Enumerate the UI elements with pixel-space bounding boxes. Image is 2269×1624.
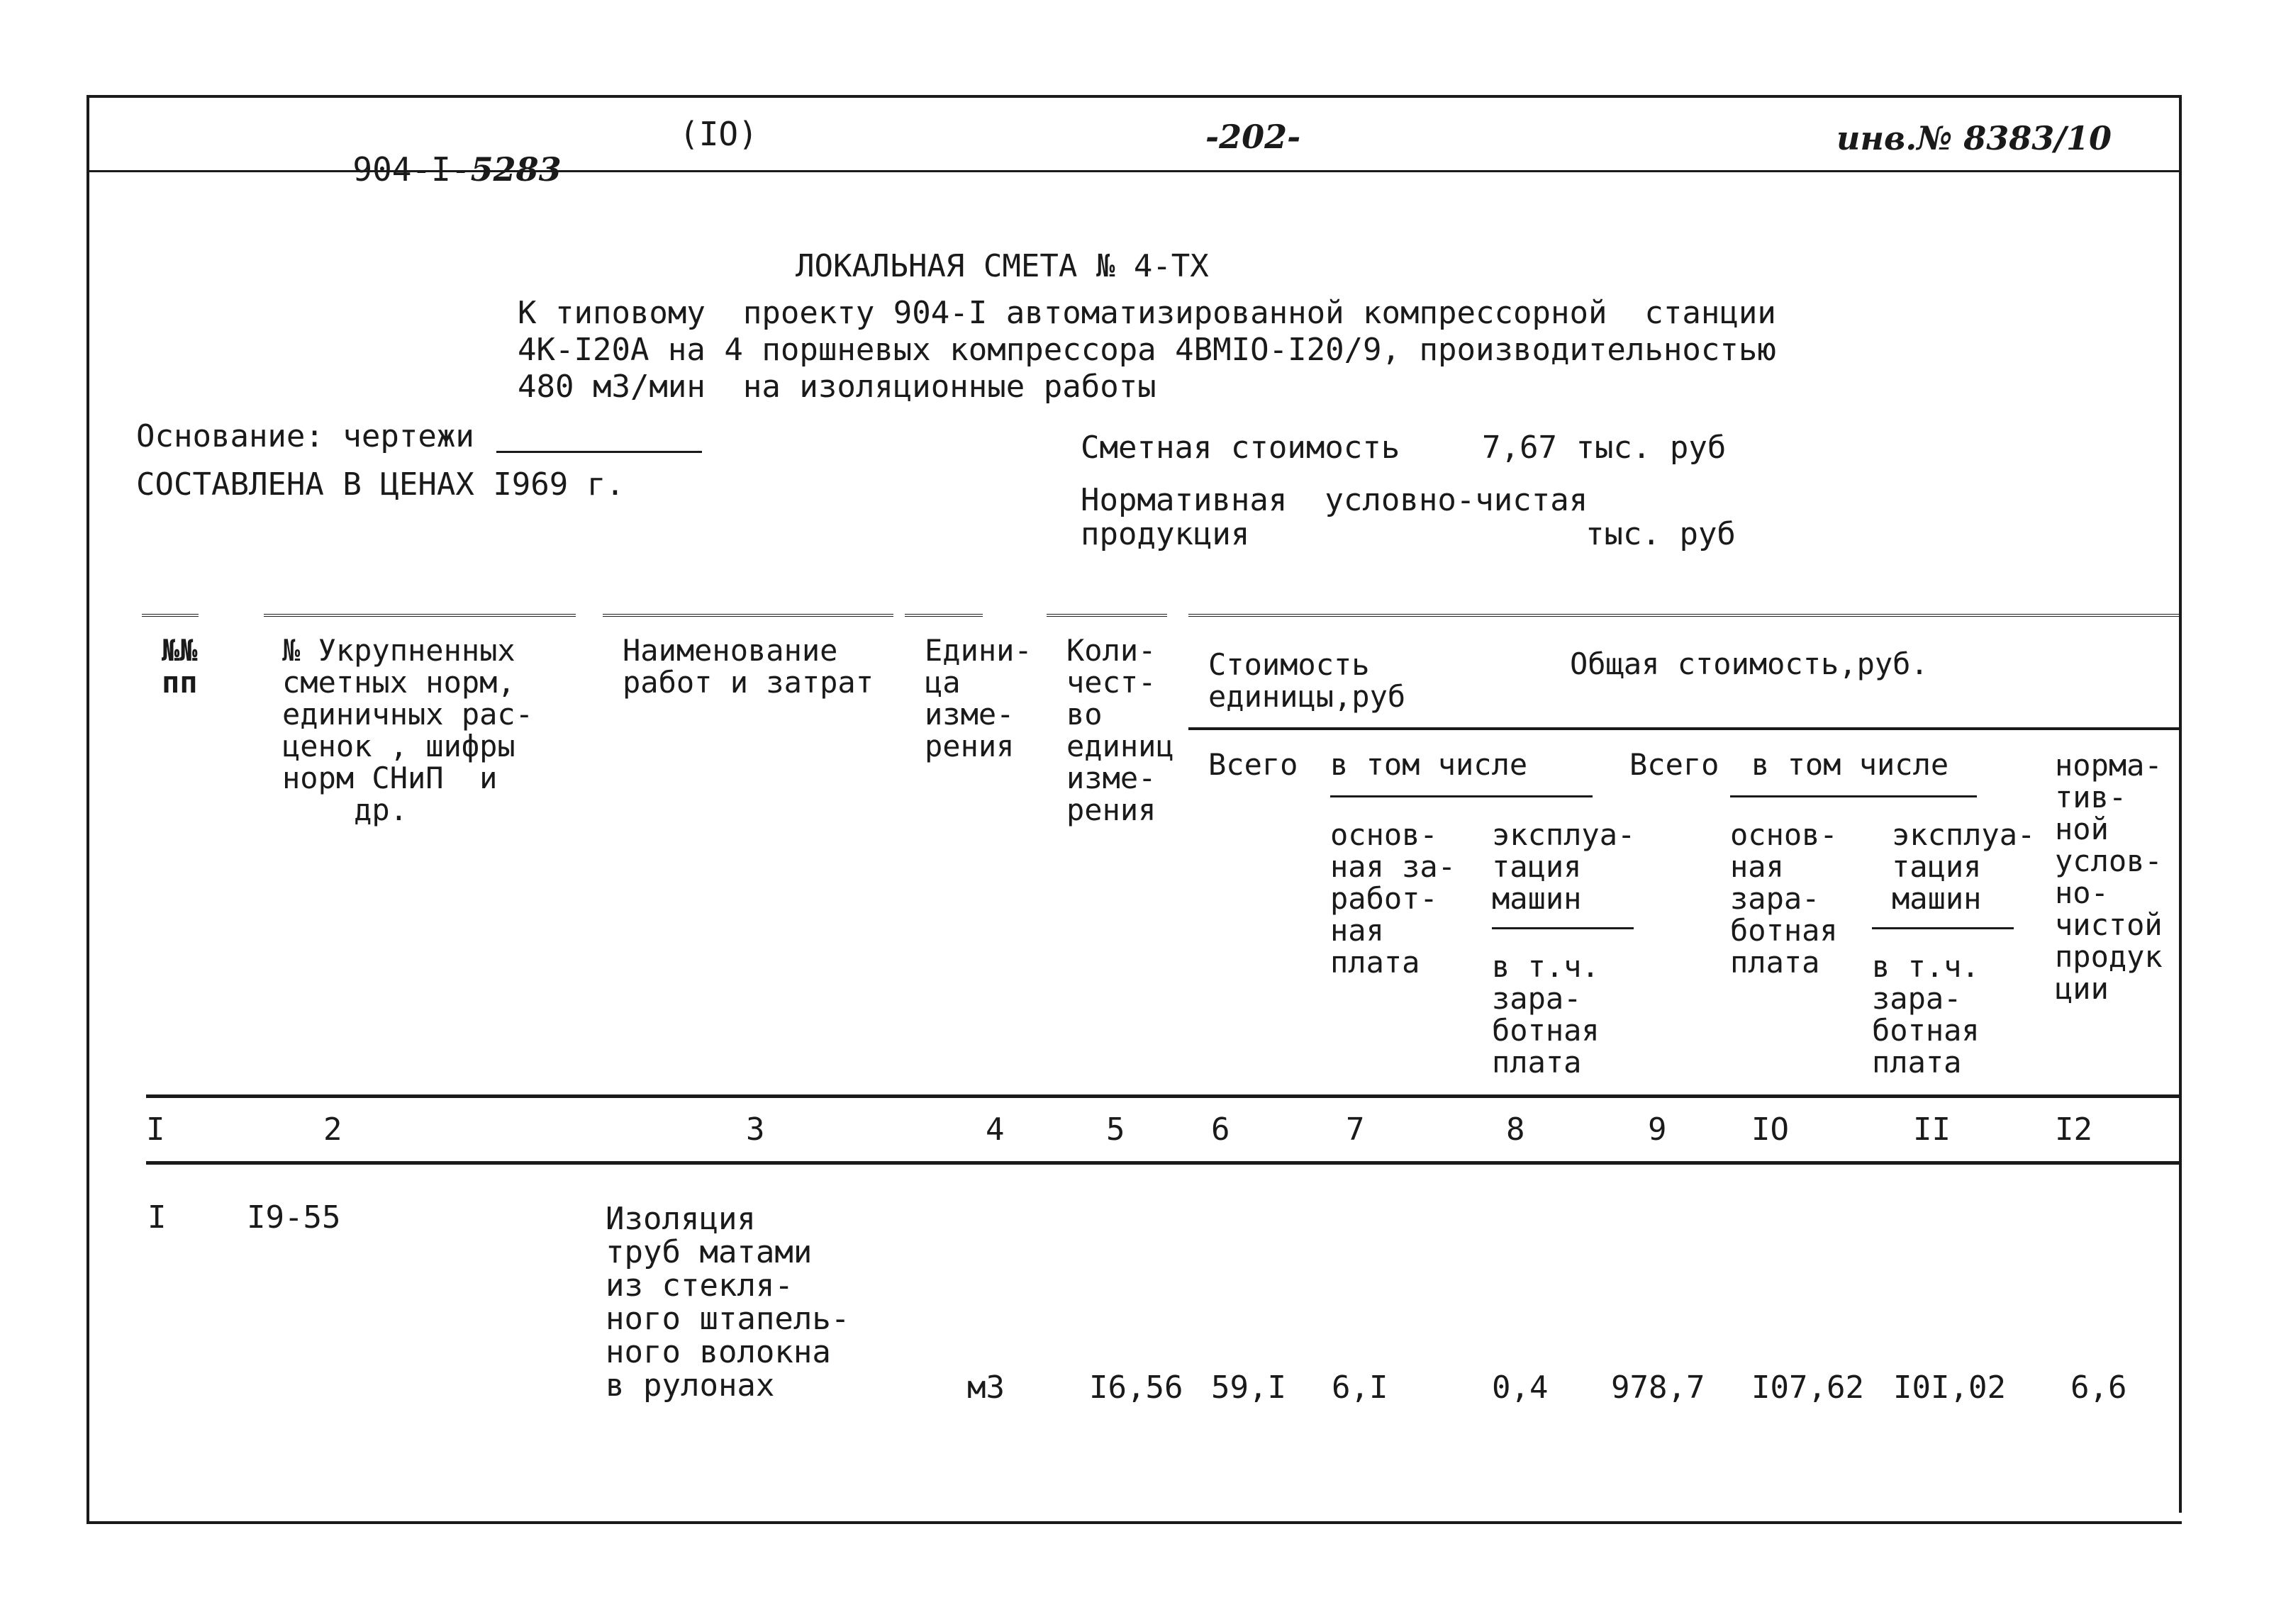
- basis-label: Основание: чертежи: [136, 418, 474, 454]
- document-title: ЛОКАЛЬНАЯ СМЕТА № 4-ТХ: [796, 248, 1209, 284]
- header-unit-cost: Стоимость единицы,руб: [1208, 647, 1406, 714]
- project-code: [313, 121, 562, 189]
- colnum-rule-top: [146, 1094, 2181, 1098]
- table-top-rule-4: [905, 614, 983, 617]
- header-rule-cost: [1188, 727, 2181, 730]
- row-unit-wage: 6,I: [1332, 1370, 1388, 1406]
- subtitle-line-3: 480 м3/мин на изоляционные работы: [518, 369, 1156, 405]
- frame-left: [87, 95, 89, 1524]
- col-number: 2: [323, 1111, 342, 1148]
- col-number: 7: [1346, 1111, 1365, 1148]
- header-incl-unit: в том числе: [1330, 747, 1528, 782]
- header-total-cost: Общая стоимость,руб.: [1570, 646, 1929, 681]
- header-rule-incl-total: [1730, 795, 1977, 797]
- frame-bottom: [87, 1521, 2182, 1524]
- col-number: 9: [1648, 1111, 1667, 1148]
- row-total-machines: I0I,02: [1893, 1370, 2006, 1406]
- subtitle-line-1: К типовому проекту 904-I автоматизированной компрессорной станции: [518, 295, 1776, 331]
- header-col-2: № Укрупненных сметных норм, единичных рас- ценок , шифры норм СНиП и др.: [282, 633, 534, 827]
- header-col-4: Едини- ца изме- рения: [925, 633, 1032, 763]
- inventory-number: инв.№ 8383/10: [1836, 119, 2112, 157]
- table-top-rule-2: [264, 614, 576, 617]
- header-col-3: Наименование работ и затрат: [623, 633, 874, 700]
- row-name: Изоляция труб матами из стекля- ного штапель- ного волокна в рулонах: [606, 1201, 850, 1404]
- estimated-cost-value: 7,67 тыс. руб: [1482, 430, 1727, 466]
- table-top-rule-6: [1188, 614, 2181, 617]
- header-vsego-unit: Всего: [1208, 747, 1298, 782]
- col-number: 5: [1106, 1111, 1125, 1148]
- row-unit: м3: [967, 1370, 1005, 1406]
- table-top-rule-1: [142, 614, 199, 617]
- normative-label-2: продукция: [1081, 516, 1250, 552]
- estimated-cost-label: Сметная стоимость: [1081, 430, 1400, 466]
- project-code-handwritten: 5283: [470, 150, 562, 189]
- col-number: I: [146, 1111, 165, 1148]
- header-col-8-sub: в т.ч. зара- ботная плата: [1492, 949, 1600, 1080]
- row-total-wage: I07,62: [1751, 1370, 1864, 1406]
- col-number: 4: [986, 1111, 1005, 1148]
- normative-unit: тыс. руб: [1585, 516, 1736, 552]
- table-top-rule-5: [1047, 614, 1167, 617]
- row-unit-total: 59,I: [1211, 1370, 1286, 1406]
- page-number: -202-: [1205, 118, 1301, 156]
- subtitle-line-2: 4К-I20А на 4 поршневых компрессора 4ВМIО-I20/9, производительностью: [518, 332, 1776, 368]
- header-col-11: эксплуа- тация машин: [1892, 817, 2036, 916]
- row-total: 978,7: [1611, 1370, 1705, 1406]
- col-number: 8: [1506, 1111, 1525, 1148]
- row-normative: 6,6: [2070, 1370, 2127, 1406]
- frame-right: [2179, 95, 2182, 1513]
- header-incl-total: в том числе: [1751, 747, 1949, 782]
- header-col-5: Коли- чест- во единиц изме- рения: [1066, 633, 1174, 827]
- header-rule-mach-total: [1872, 927, 2014, 929]
- header-col-10: основ- ная зара- ботная плата: [1730, 817, 1838, 980]
- row-quantity: I6,56: [1089, 1370, 1183, 1406]
- col-number: II: [1913, 1111, 1951, 1148]
- prices-label: СОСТАВЛЕНА В ЦЕНАХ I969 г.: [136, 466, 625, 503]
- sheet-number: (IO): [679, 115, 758, 153]
- header-rule-incl-unit: [1330, 795, 1593, 797]
- header-rule-mach-unit: [1492, 927, 1634, 929]
- header-col-12: норма- тив- ной услов- но- чистой продук ции: [2055, 748, 2163, 1006]
- col-number: I2: [2055, 1111, 2092, 1148]
- row-code: I9-55: [247, 1199, 341, 1236]
- row-unit-machines: 0,4: [1492, 1370, 1549, 1406]
- table-top-rule-3: [603, 614, 893, 617]
- project-code-printed: 904-I-: [352, 150, 471, 189]
- header-vsego-total: Всего: [1629, 747, 1719, 782]
- header-col-7: основ- ная за- работ- ная плата: [1330, 817, 1456, 980]
- col-number: IO: [1751, 1111, 1789, 1148]
- colnum-rule-bottom: [146, 1161, 2181, 1165]
- frame-top: [87, 95, 2182, 98]
- col-number: 3: [746, 1111, 765, 1148]
- header-col-1: №№ пп: [162, 633, 198, 700]
- basis-underline: [496, 451, 702, 453]
- col-number: 6: [1211, 1111, 1230, 1148]
- normative-label: Нормативная условно-чистая: [1081, 482, 1588, 518]
- row-number: I: [147, 1199, 167, 1236]
- header-col-8: эксплуа- тация машин: [1492, 817, 1636, 916]
- header-col-11-sub: в т.ч. зара- ботная плата: [1872, 949, 1980, 1080]
